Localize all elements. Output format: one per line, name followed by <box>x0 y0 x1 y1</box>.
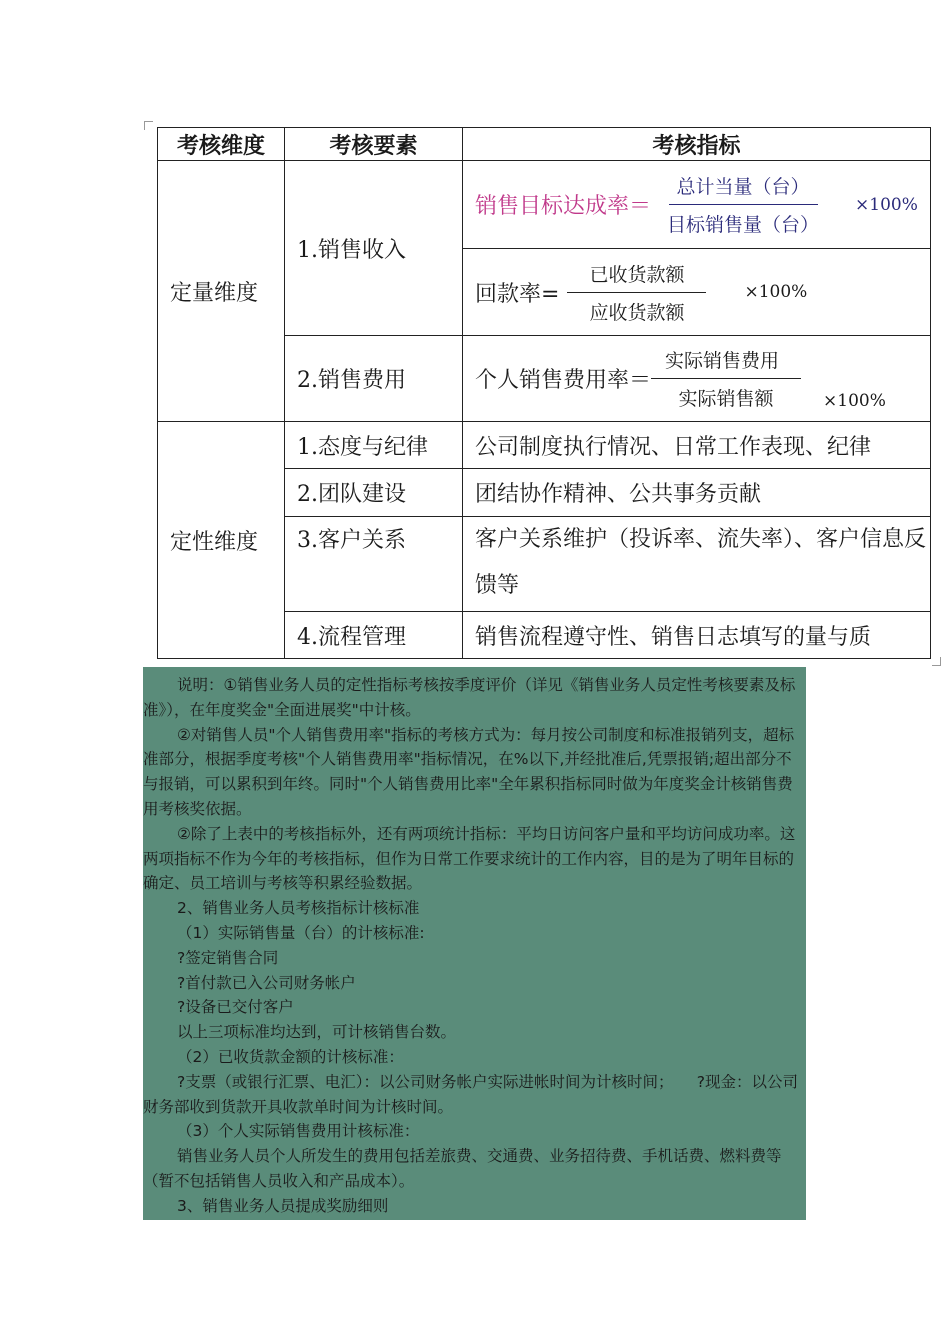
list-item: ?签定销售合同 <box>177 948 279 967</box>
formula-fraction <box>567 260 706 325</box>
indicator-expense-rate <box>463 336 931 422</box>
crop-mark-top-left <box>144 121 153 130</box>
formula-factor: ×100% <box>855 194 918 215</box>
element-customer-relations: 3.客户关系 <box>285 517 463 612</box>
list-item: ?设备已交付客户 <box>177 998 294 1017</box>
indicator-collection-rate <box>463 249 931 336</box>
indicator-process-management: 销售流程遵守性、销售日志填写的量与质 <box>463 612 931 659</box>
formula-lhs: 销售目标达成率＝ <box>475 194 652 219</box>
element-sales-revenue: 1.销售收入 <box>285 161 463 336</box>
dimension-qualitative: 定性维度 <box>158 422 285 659</box>
indicator-target-achievement <box>463 161 931 249</box>
indicator-attitude-discipline: 公司制度执行情况、日常工作表现、纪律 <box>463 422 931 469</box>
note-paragraph: ②对销售人员"个人销售费用率"指标的考核方式为：每月按公司制度和标准报销列支，超标准部分，根据季度考核"个人销售费用率"指标情况，在%以下,并经批准后,凭票报销;超出部分不与报销，可以累积到年终。同时"个人销售费用比率"全年累积指标同时做为年度奖金计核销售费用考核奖依据。 <box>143 725 795 818</box>
element-team-building: 2.团队建设 <box>285 469 463 517</box>
section-heading: 3、销售业务人员提成奖励细则 <box>177 1196 389 1215</box>
formula-factor: ×100% <box>823 391 886 411</box>
note-paragraph: 说明：①销售业务人员的定性指标考核按季度评价（详见《销售业务人员定性考核要素及标准》），在年度奖金"全面进展奖"中计核。 <box>143 676 796 719</box>
section-heading: 2、销售业务人员考核指标计核标准 <box>177 899 420 918</box>
header-indicator: 考核指标 <box>463 128 931 161</box>
element-sales-expense: 2.销售费用 <box>285 336 463 422</box>
formula-fraction <box>651 346 801 411</box>
formula-fraction <box>659 172 827 237</box>
header-element: 考核要素 <box>285 128 463 161</box>
formula-numerator: 总计当量（台） <box>669 172 818 205</box>
crop-mark-bottom-right <box>932 657 941 666</box>
formula-lhs: 回款率= <box>475 281 560 307</box>
list-item: ?首付款已入公司财务帐户 <box>177 973 356 992</box>
formula-lhs: 个人销售费用率＝ <box>475 368 652 393</box>
formula-denominator: 目标销售量（台） <box>667 214 820 236</box>
assessment-table <box>157 127 931 659</box>
sub-heading: （2）已收货款金额的计核标准： <box>177 1047 404 1066</box>
formula-denominator: 应收货款额 <box>589 301 685 324</box>
sub-heading: （3）个人实际销售费用计核标准： <box>177 1122 420 1141</box>
note-paragraph: ?支票（或银行汇票、电汇）：以公司财务帐户实际进帐时间为计核时间； ?现金：以公司财务部收到货款开具收款单时间为计核时间。 <box>143 1072 798 1116</box>
table-header-row <box>158 128 931 161</box>
indicator-team-building: 团结协作精神、公共事务贡献 <box>463 469 931 517</box>
element-process-management: 4.流程管理 <box>285 612 463 659</box>
formula-denominator: 实际销售额 <box>678 388 774 410</box>
note-paragraph: ②除了上表中的考核指标外，还有两项统计指标：平均日访问客户量和平均访问成功率。这两项指标不作为今年的考核指标，但作为日常工作要求统计的工作内容，目的是为了明年目标的确定、员工培训与考核等积累经验数据。 <box>143 824 796 893</box>
indicator-customer-relations: 客户关系维护（投诉率、流失率）、客户信息反馈等 <box>463 517 931 612</box>
note-paragraph: 以上三项标准均达到，可计核销售台数。 <box>177 1023 457 1042</box>
notes-block <box>143 667 806 1220</box>
element-attitude-discipline: 1.态度与纪律 <box>285 422 463 469</box>
dimension-quantitative: 定量维度 <box>158 161 285 422</box>
note-paragraph: 销售业务人员个人所发生的费用包括差旅费、交通费、业务招待费、手机话费、燃料费等（暂不包括销售人员收入和产品成本）。 <box>143 1147 782 1190</box>
header-dimension: 考核维度 <box>158 128 285 161</box>
sub-heading: （1）实际销售量（台）的计核标准: <box>177 923 425 942</box>
formula-factor: ×100% <box>744 282 808 302</box>
table-row <box>158 161 931 249</box>
table-row <box>158 422 931 469</box>
formula-numerator: 已收货款额 <box>567 260 706 293</box>
formula-numerator: 实际销售费用 <box>651 346 801 379</box>
